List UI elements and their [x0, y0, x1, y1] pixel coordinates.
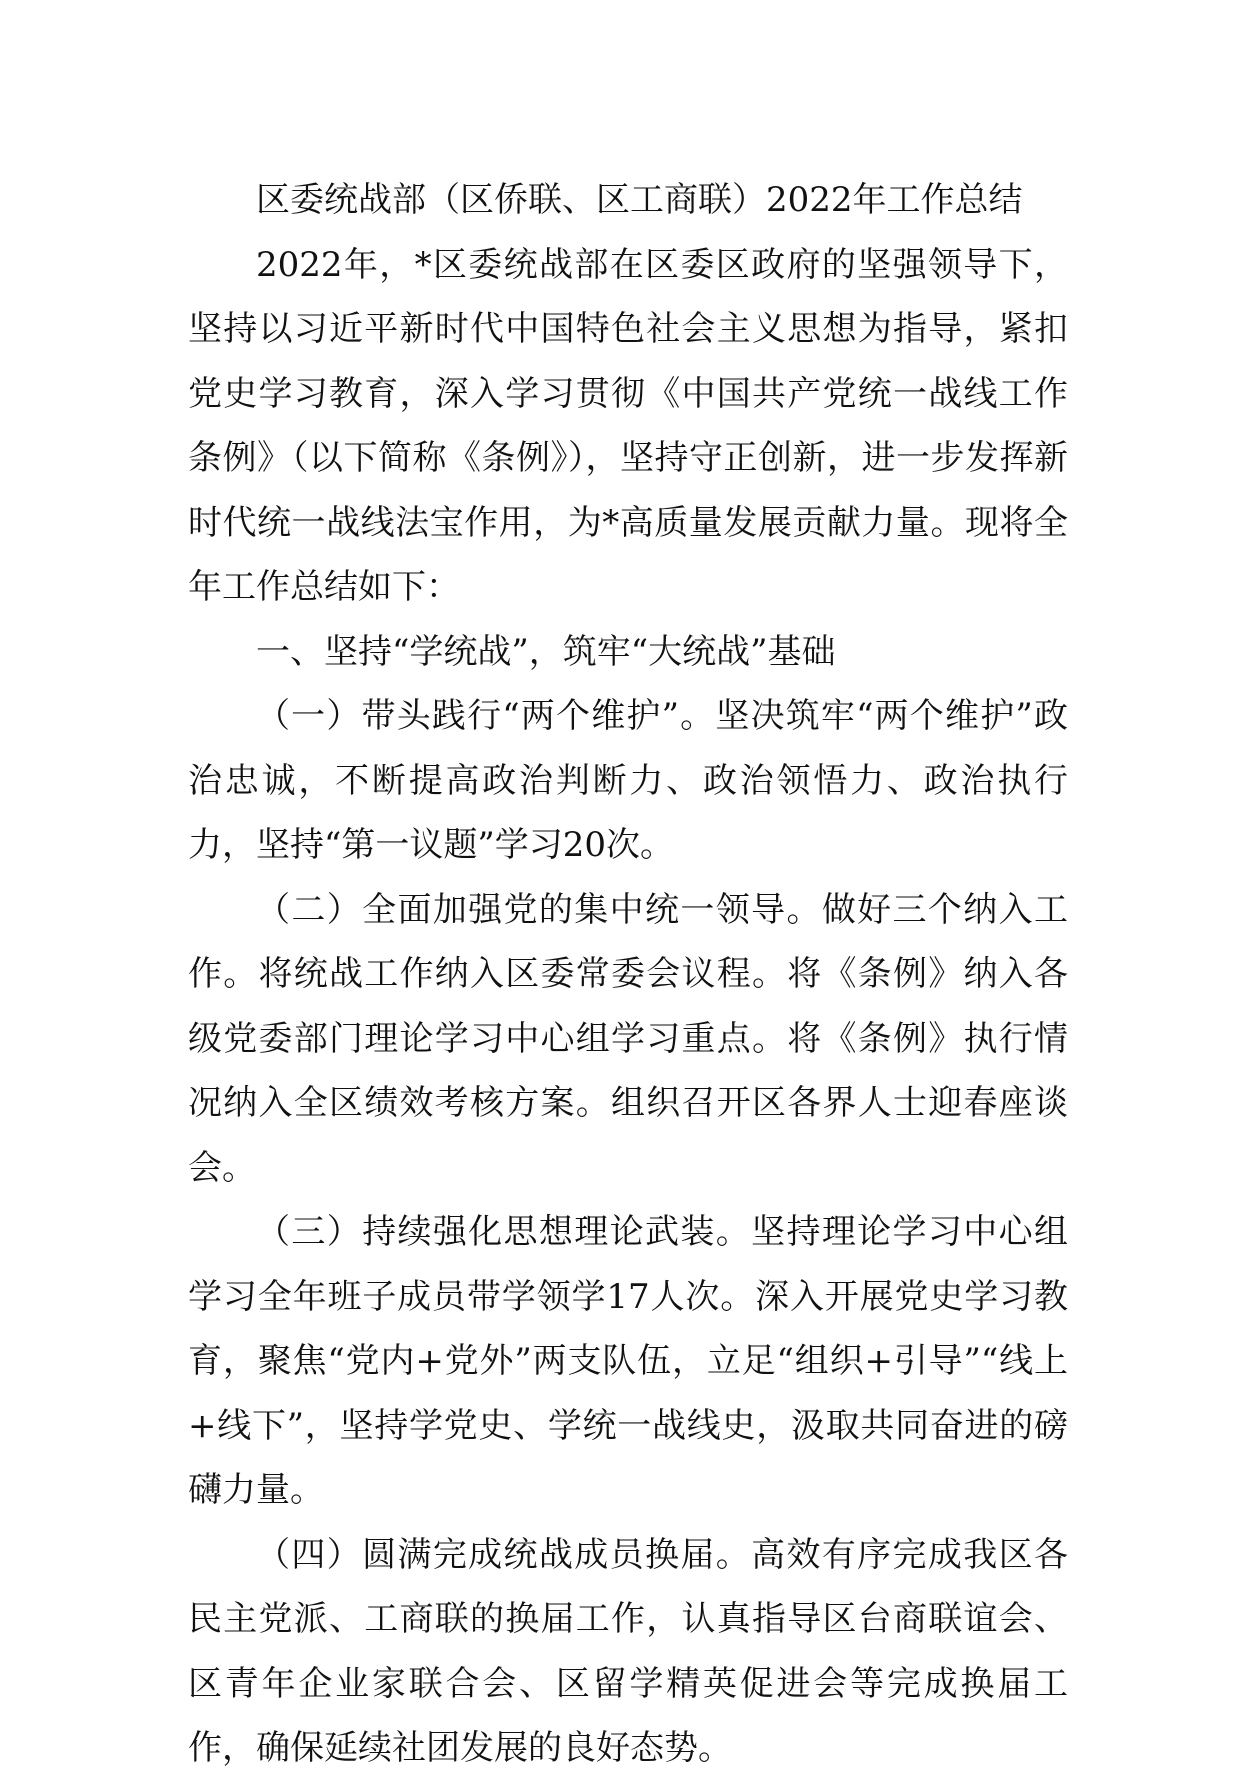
- section-heading: 一、坚持“学统战”，筑牢“大统战”基础: [256, 631, 836, 672]
- body-paragraph: （四）圆满完成统战成员换届。高效有序完成我区各民主党派、工商联的换届工作，认真指导区台商联谊会、区青年企业家联合会、区留学精英促进会等完成换届工作，确保延续社团发展的良好态势。: [188, 1534, 1068, 1768]
- body-paragraph: （二）全面加强党的集中统一领导。做好三个纳入工作。将统战工作纳入区委常委会议程。将《条例》纳入各级党委部门理论学习中心组学习重点。将《条例》执行情况纳入全区绩效考核方案。组织召开区各界人士迎春座谈会。: [188, 889, 1068, 1188]
- intro-paragraph: 2022年，*区委统战部在区委区政府的坚强领导下，坚持以习近平新时代中国特色社会主义思想为指导，紧扣党史学习教育，深入学习贯彻《中国共产党统一战线工作条例》（以下简称《条例》），坚持守正创新，进一步发挥新时代统一战线法宝作用，为*高质量发展贡献力量。现将全年工作总结如下：: [188, 244, 1068, 607]
- body-paragraph: （一）带头践行“两个维护”。坚决筑牢“两个维护”政治忠诚，不断提高政治判断力、政治领悟力、政治执行力，坚持“第一议题”学习20次。: [188, 696, 1068, 865]
- document-title: 区委统战部（区侨联、区工商联）2022年工作总结: [256, 180, 1023, 220]
- document-body: [188, 168, 1068, 1781]
- body-paragraph: （三）持续强化思想理论武装。坚持理论学习中心组学习全年班子成员带学领学17人次。深入开展党史学习教育，聚焦“党内+党外”两支队伍，立足“组织+引导”“线上+线下”，坚持学党史、学统一战线史，汲取共同奋进的磅礴力量。: [188, 1212, 1068, 1510]
